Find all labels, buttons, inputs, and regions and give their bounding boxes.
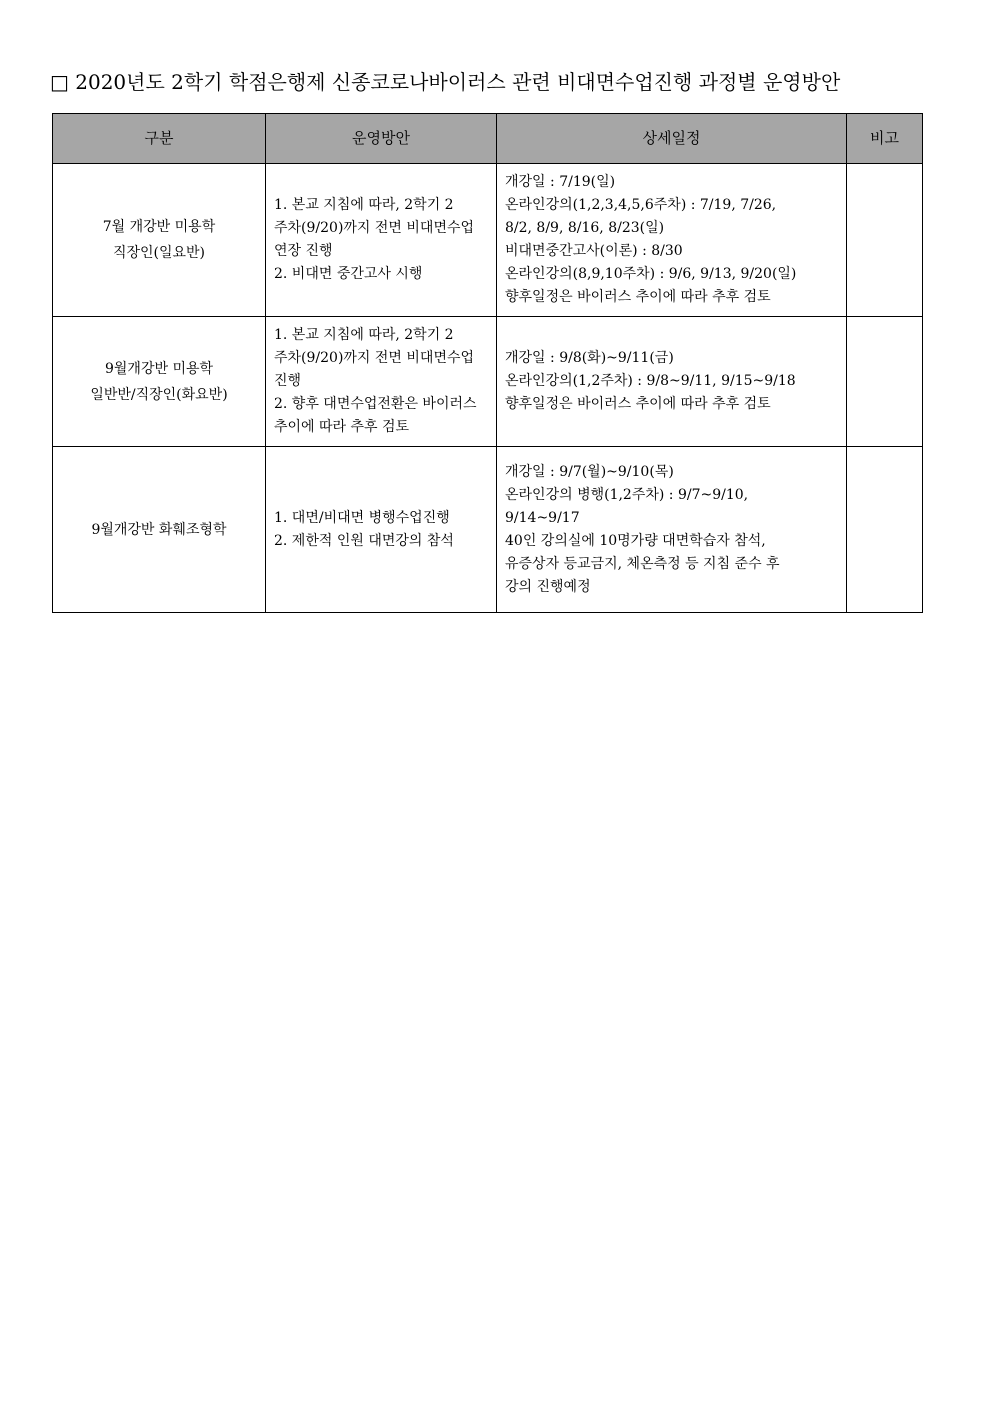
header-plan: 운영방안 (266, 114, 497, 164)
schedule-line: 개강일 : 9/7(월)~9/10(목) (505, 463, 674, 480)
schedule-line: 향후일정은 바이러스 추이에 따라 추후 검토 (505, 396, 771, 412)
category-line: 9월개강반 미용학 (104, 360, 214, 377)
table-header-row (53, 114, 923, 164)
table-row (53, 164, 923, 317)
operation-plan-table (52, 113, 923, 613)
plan-line: 주차(9/20)까지 전면 비대면수업 (274, 220, 475, 236)
plan-line: 진행 (274, 373, 302, 389)
schedule-line: 40인 강의실에 10명가량 대면학습자 참석, (505, 532, 766, 549)
plan-line: 1. 대면/비대면 병행수업진행 (274, 509, 450, 526)
page-title: □ 2020년도 2학기 학점은행제 신종코로나바이러스 관련 비대면수업진행 과정별 운영방안 (50, 70, 841, 94)
schedule-line: 강의 진행예정 (505, 578, 591, 595)
note-cell (847, 447, 923, 613)
plan-cell (266, 164, 497, 317)
category-cell (53, 164, 266, 317)
category-cell (53, 447, 266, 613)
table-row (53, 447, 923, 613)
plan-line: 연장 진행 (274, 243, 333, 259)
schedule-line: 온라인강의 병행(1,2주차) : 9/7~9/10, (505, 486, 749, 503)
note-cell (847, 164, 923, 317)
schedule-cell (497, 164, 847, 317)
schedule-line: 비대면중간고사(이론) : 8/30 (505, 243, 683, 259)
plan-line: 2. 향후 대면수업전환은 바이러스 (274, 396, 477, 412)
plan-line: 주차(9/20)까지 전면 비대면수업 (274, 350, 475, 366)
plan-line: 2. 제한적 인원 대면강의 참석 (274, 532, 454, 549)
plan-cell (266, 447, 497, 613)
schedule-line: 개강일 : 7/19(일) (505, 174, 616, 190)
header-note: 비고 (847, 114, 923, 164)
schedule-line: 온라인강의(1,2주차) : 9/8~9/11, 9/15~9/18 (505, 373, 796, 389)
category-cell (53, 317, 266, 447)
category-line: 직장인(일요반) (112, 245, 206, 261)
schedule-line: 9/14~9/17 (505, 509, 580, 526)
category-line: 7월 개강반 미용학 (102, 219, 216, 235)
schedule-cell (497, 317, 847, 447)
schedule-line: 온라인강의(8,9,10주차) : 9/6, 9/13, 9/20(일) (505, 266, 797, 282)
header-category: 구분 (53, 114, 266, 164)
table-row (53, 317, 923, 447)
schedule-line: 향후일정은 바이러스 추이에 따라 추후 검토 (505, 289, 771, 305)
note-cell (847, 317, 923, 447)
schedule-line: 온라인강의(1,2,3,4,5,6주차) : 7/19, 7/26, (505, 197, 777, 213)
plan-line: 추이에 따라 추후 검토 (274, 419, 410, 435)
category-line: 일반반/직장인(화요반) (90, 386, 228, 403)
schedule-line: 8/2, 8/9, 8/16, 8/23(일) (505, 220, 665, 236)
schedule-line: 개강일 : 9/8(화)~9/11(금) (505, 350, 674, 366)
plan-line: 1. 본교 지침에 따라, 2학기 2 (274, 197, 454, 213)
header-schedule: 상세일정 (497, 114, 847, 164)
plan-line: 1. 본교 지침에 따라, 2학기 2 (274, 327, 454, 343)
plan-cell (266, 317, 497, 447)
plan-line: 2. 비대면 중간고사 시행 (274, 266, 423, 282)
schedule-cell (497, 447, 847, 613)
category-line: 9월개강반 화훼조형학 (91, 521, 227, 538)
schedule-line: 유증상자 등교금지, 체온측정 등 지침 준수 후 (505, 555, 780, 572)
